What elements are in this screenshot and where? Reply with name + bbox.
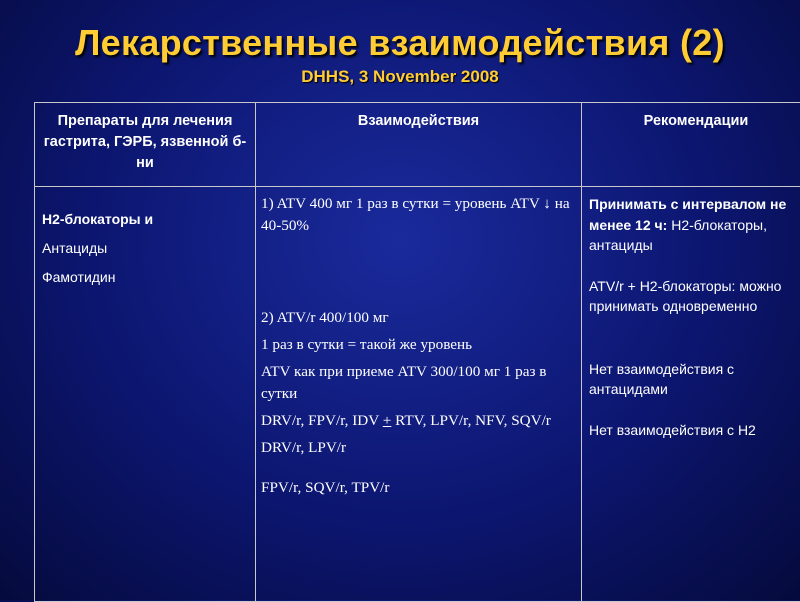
recommendation-interval-bold: Принимать с интервалом не менее 12 ч: [589, 196, 786, 233]
interactions-cell [256, 187, 582, 602]
spacer [589, 400, 800, 420]
interaction-atv-r: 2) ATV/r 400/100 мг [261, 307, 577, 329]
spacer [589, 256, 800, 276]
column-header-recommendations: Рекомендации [582, 103, 800, 187]
recommendation-simultaneous: ATV/r + Н2-блокаторы: можно принимать одновременно [589, 276, 800, 317]
recommendations-cell [582, 187, 800, 602]
recommendation-interval-rest: Н2-блокаторы, антациды [589, 217, 767, 254]
recommendation-no-antacid-interaction: Нет взаимодействия с антацидами [589, 359, 800, 400]
table-header-row [35, 103, 800, 187]
recommendation-interval [589, 194, 800, 256]
spacer [589, 317, 800, 359]
recommendation-no-h2-interaction: Нет взаимодействия с Н2 [589, 420, 800, 441]
interaction-pi-list [261, 410, 577, 432]
pi-list-part-1: DRV/r, FPV/r, IDV [261, 412, 383, 429]
interaction-drv-lpv: DRV/r, LPV/r [261, 437, 577, 459]
interaction-atv-300: ATV как при приеме ATV 300/100 мг 1 раз в сутки [261, 361, 577, 405]
interactions-table [34, 102, 800, 602]
drug-antacids: Антациды [42, 234, 249, 263]
table-row [35, 187, 800, 602]
interaction-fpv-sqv-tpv: FPV/r, SQV/r, TPV/r [261, 477, 577, 499]
drug-famotidine: Фамотидин [42, 263, 249, 292]
spacer [261, 242, 577, 302]
drug-h2-blockers: Н2-блокаторы и [42, 205, 249, 234]
page-subtitle: DHHS, 3 November 2008 [0, 67, 800, 87]
spacer [261, 464, 577, 472]
interaction-same-level: 1 раз в сутки = такой же уровень [261, 334, 577, 356]
drugs-cell [35, 187, 256, 602]
plus-minus-sign: + [383, 412, 392, 429]
page-title: Лекарственные взаимодействия (2) [0, 22, 800, 64]
pi-list-part-2: RTV, LPV/r, NFV, SQV/r [391, 412, 551, 429]
column-header-interactions: Взаимодействия [256, 103, 582, 187]
interaction-atv-400: 1) ATV 400 мг 1 раз в сутки = уровень ATV ↓ на 40-50% [261, 193, 577, 237]
column-header-drugs: Препараты для лечения гастрита, ГЭРБ, язвенной б-ни [35, 103, 256, 187]
